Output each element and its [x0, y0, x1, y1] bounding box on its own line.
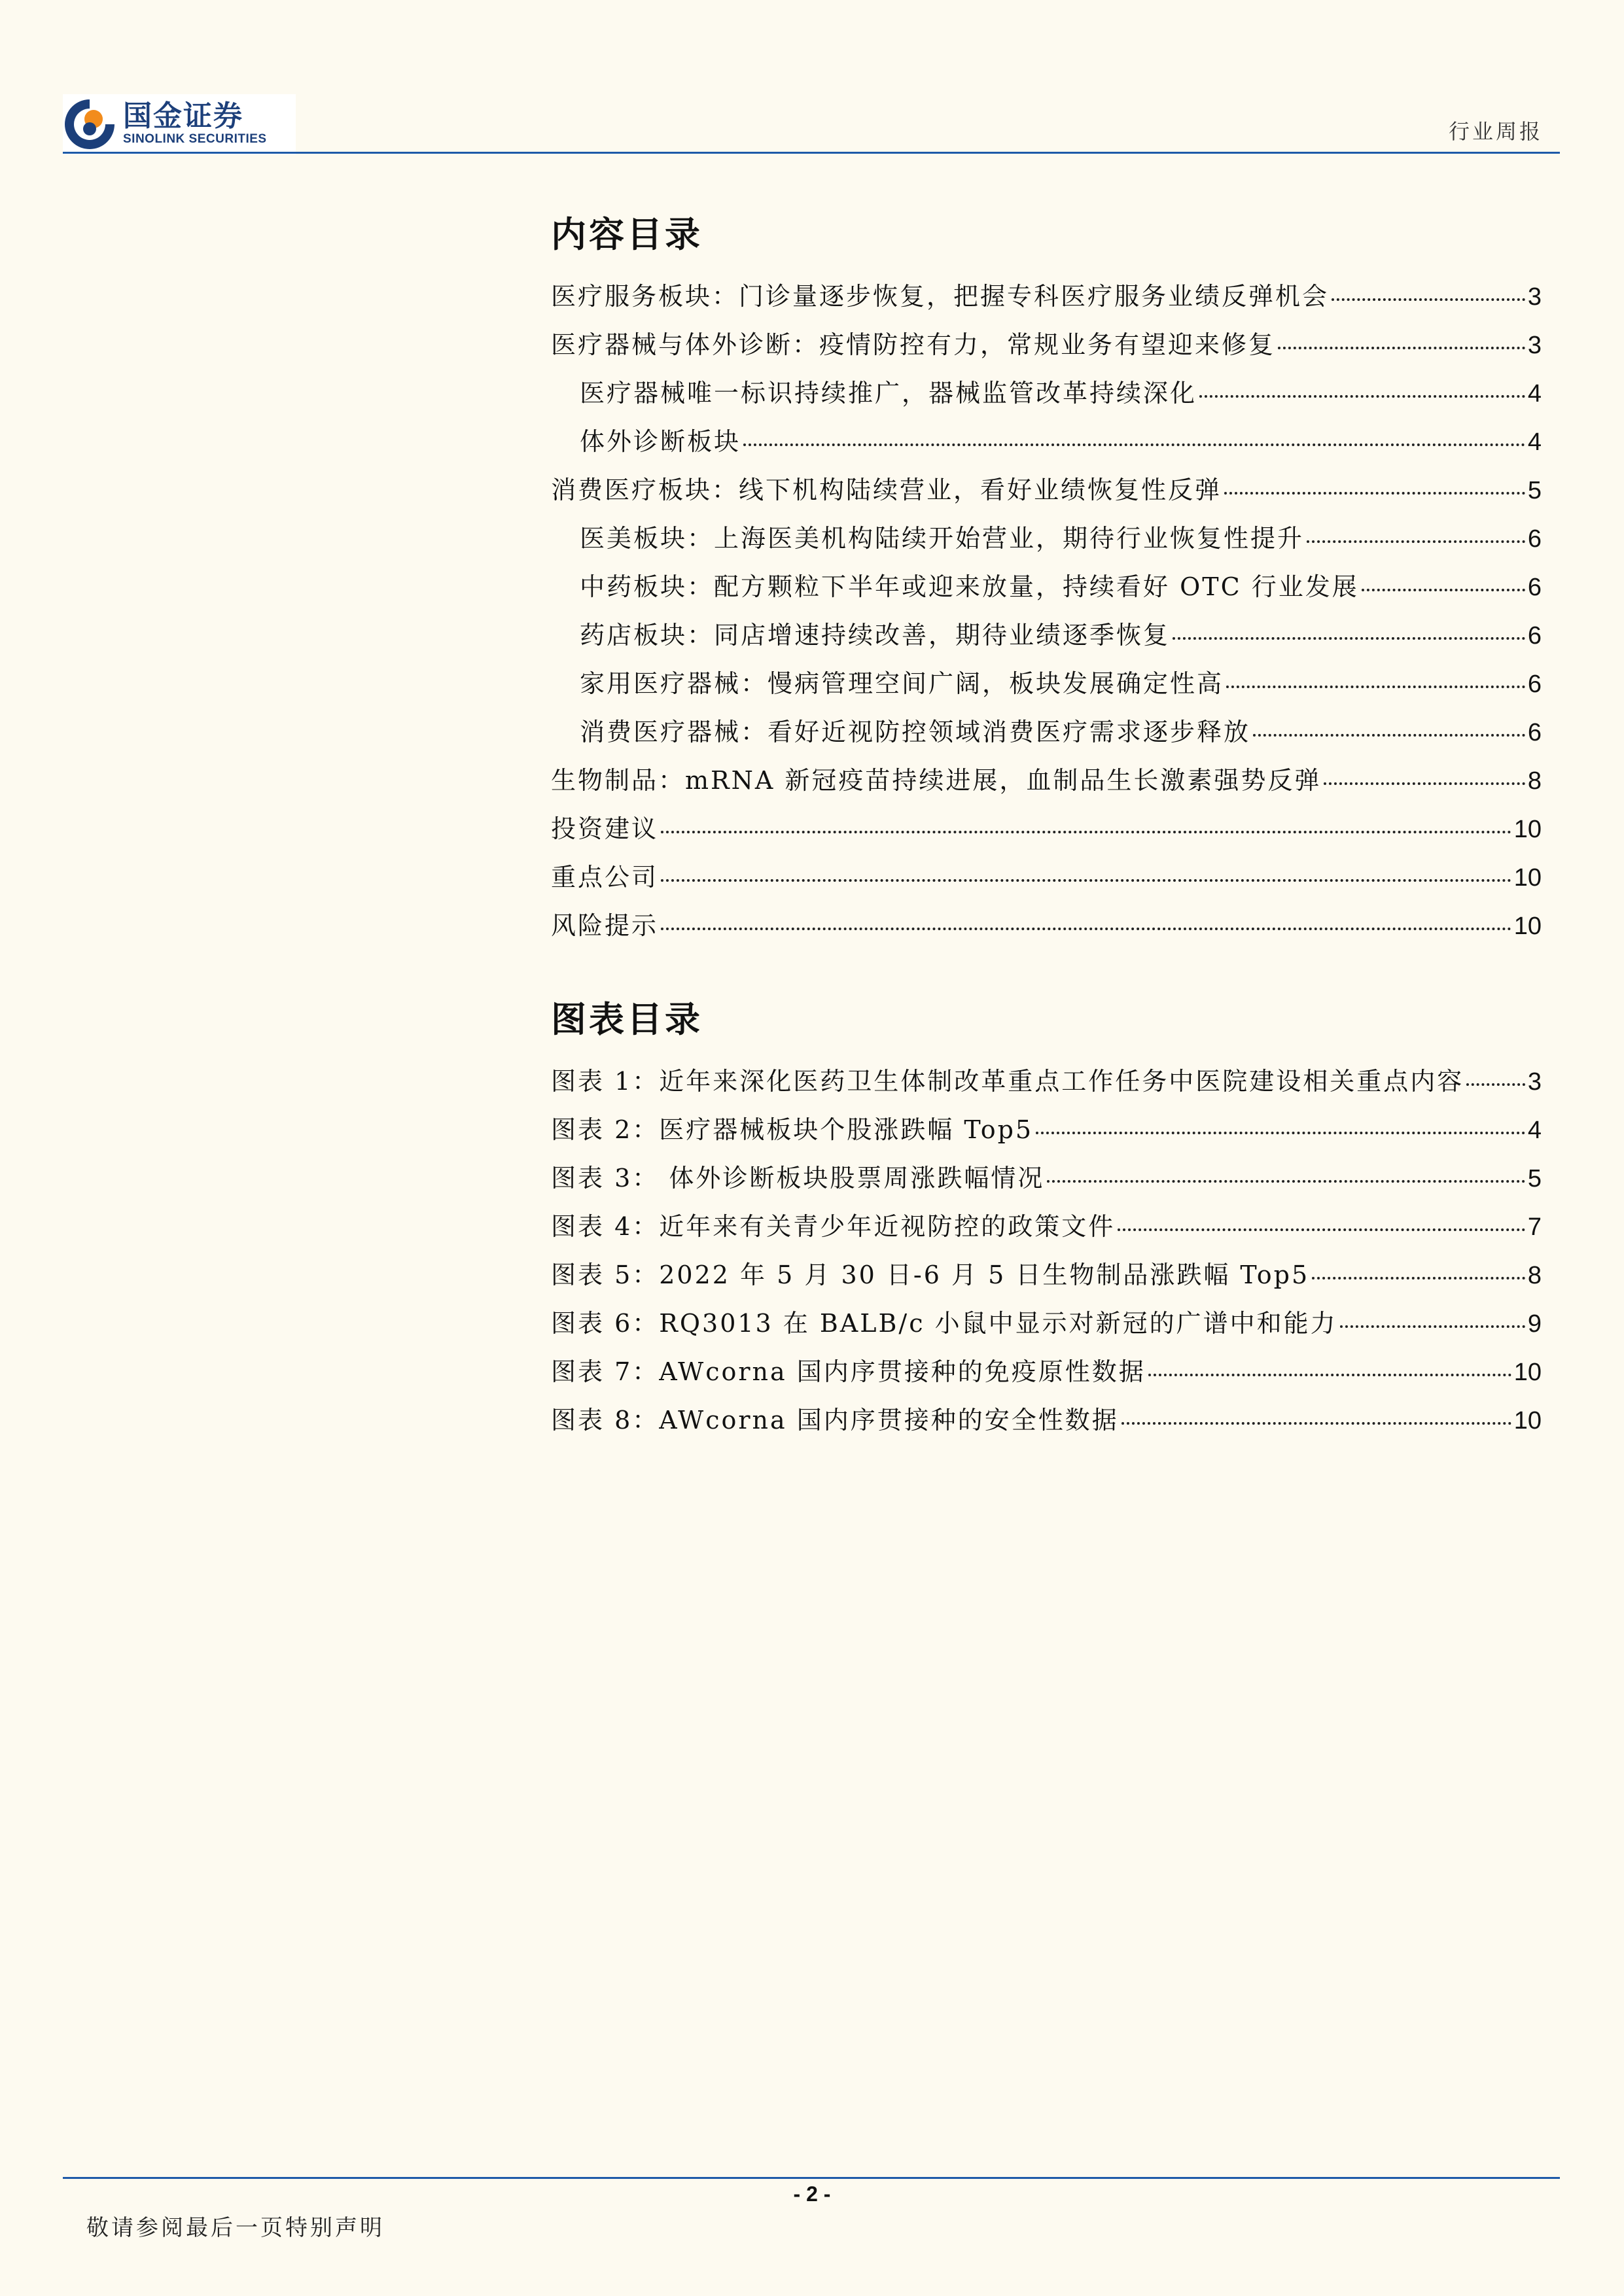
figure-entry[interactable] — [551, 1348, 1542, 1396]
figure-entry-page-number: 10 — [1513, 1407, 1542, 1435]
dot-leader — [1324, 782, 1525, 785]
figure-entry-label: 图表 4：近年来有关青少年近视防控的政策文件 — [551, 1212, 1116, 1241]
sinolink-logo — [63, 94, 296, 154]
toc-entry-page-number: 4 — [1527, 428, 1542, 456]
toc-entry-page-number: 6 — [1527, 622, 1542, 650]
dot-leader — [661, 879, 1511, 882]
toc-entry-label: 医疗器械唯一标识持续推广，器械监管改革持续深化 — [580, 379, 1197, 408]
toc-entry-page-number: 10 — [1513, 816, 1542, 843]
dot-leader — [1173, 637, 1525, 640]
dot-leader — [1466, 1083, 1525, 1086]
disclaimer-text: 敬请参阅最后一页特别声明 — [86, 2215, 385, 2241]
toc-entry-page-number: 6 — [1527, 719, 1542, 746]
dot-leader — [661, 831, 1511, 833]
toc-entry[interactable] — [551, 853, 1542, 901]
figure-entry-label: 图表 7：AWcorna 国内序贯接种的免疫原性数据 — [551, 1357, 1146, 1386]
toc-entry-page-number: 10 — [1513, 913, 1542, 940]
figure-entry[interactable] — [551, 1057, 1542, 1105]
toc-entry[interactable] — [551, 466, 1542, 514]
toc-entry-label: 药店板块：同店增速持续改善，期待业绩逐季恢复 — [580, 621, 1171, 650]
figure-entry-page-number: 10 — [1513, 1359, 1542, 1386]
toc-entry-page-number: 6 — [1527, 574, 1542, 601]
toc-entry-label: 医美板块：上海医美机构陆续开始营业，期待行业恢复性提升 — [580, 524, 1305, 553]
dot-leader — [1036, 1132, 1525, 1134]
toc-entry-label: 医疗服务板块：门诊量逐步恢复，把握专科医疗服务业绩反弹机会 — [551, 282, 1330, 311]
dot-leader — [661, 928, 1511, 930]
figure-entry-label: 图表 1：近年来深化医药卫生体制改革重点工作任务中医院建设相关重点内容 — [551, 1067, 1464, 1096]
toc-entry[interactable] — [551, 659, 1542, 708]
figure-entry-page-number: 9 — [1527, 1310, 1542, 1338]
dot-leader — [1121, 1422, 1511, 1425]
logo-chinese-name: 国金证券 — [123, 99, 243, 133]
figure-entry-label: 图表 6：RQ3013 在 BALB/c 小鼠中显示对新冠的广谱中和能力 — [551, 1309, 1337, 1338]
figure-entry-label: 图表 5：2022 年 5 月 30 日-6 月 5 日生物制品涨跌幅 Top5 — [551, 1261, 1310, 1289]
dot-leader — [1226, 686, 1525, 688]
dot-leader — [1362, 589, 1525, 591]
toc-entry[interactable] — [551, 321, 1542, 369]
figure-entry[interactable] — [551, 1396, 1542, 1444]
dot-leader — [1148, 1374, 1511, 1376]
contents-list — [551, 272, 1542, 950]
figure-entry-page-number: 5 — [1527, 1165, 1542, 1192]
toc-entry[interactable] — [551, 708, 1542, 756]
dot-leader — [743, 444, 1525, 446]
figure-entry-page-number: 8 — [1527, 1262, 1542, 1289]
toc-entry[interactable] — [551, 563, 1542, 611]
figure-entry-label: 图表 8：AWcorna 国内序贯接种的安全性数据 — [551, 1406, 1119, 1435]
toc-entry[interactable] — [551, 611, 1542, 659]
dot-leader — [1224, 492, 1525, 495]
dot-leader — [1307, 540, 1525, 543]
toc-entry[interactable] — [551, 514, 1542, 563]
toc-entry[interactable] — [551, 369, 1542, 417]
dot-leader — [1253, 734, 1525, 737]
toc-entry-page-number: 4 — [1527, 380, 1542, 408]
toc-entry[interactable] — [551, 417, 1542, 466]
toc-entry-page-number: 8 — [1527, 767, 1542, 795]
toc-entry-label: 生物制品：mRNA 新冠疫苗持续进展，血制品生长激素强势反弹 — [551, 766, 1322, 795]
toc-entry-label: 投资建议 — [551, 814, 659, 843]
figure-entry[interactable] — [551, 1105, 1542, 1154]
header-divider — [63, 152, 1560, 154]
figure-entry[interactable] — [551, 1299, 1542, 1348]
toc-entry-page-number: 5 — [1527, 477, 1542, 504]
toc-entry-label: 消费医疗器械：看好近视防控领域消费医疗需求逐步释放 — [580, 718, 1251, 746]
figures-list — [551, 1057, 1542, 1444]
figure-entry[interactable] — [551, 1251, 1542, 1299]
dot-leader — [1118, 1228, 1525, 1231]
toc-entry[interactable] — [551, 805, 1542, 853]
figure-entry-page-number: 3 — [1527, 1068, 1542, 1096]
figure-entry-label: 图表 3： 体外诊断板块股票周涨跌幅情况 — [551, 1164, 1045, 1192]
toc-entry-page-number: 10 — [1513, 864, 1542, 892]
dot-leader — [1199, 395, 1525, 398]
dot-leader — [1340, 1325, 1525, 1328]
figure-entry[interactable] — [551, 1154, 1542, 1202]
toc-entry-label: 体外诊断板块 — [580, 427, 741, 456]
page-header — [63, 89, 1560, 156]
footer-divider — [63, 2177, 1560, 2179]
figure-entry-page-number: 7 — [1527, 1213, 1542, 1241]
toc-entry[interactable] — [551, 756, 1542, 805]
logo-english-name: SINOLINK SECURITIES — [123, 132, 267, 146]
toc-entry[interactable] — [551, 272, 1542, 321]
page-number: - 2 - — [793, 2182, 831, 2206]
toc-entry-label: 中药板块：配方颗粒下半年或迎来放量，持续看好 OTC 行业发展 — [580, 572, 1359, 601]
toc-entry-page-number: 3 — [1527, 332, 1542, 359]
figure-entry[interactable] — [551, 1202, 1542, 1251]
report-type-label: 行业周报 — [1448, 119, 1543, 144]
sinolink-logo-icon — [63, 97, 116, 151]
dot-leader — [1047, 1180, 1525, 1183]
toc-entry-label: 风险提示 — [551, 911, 659, 940]
contents-title: 内容目录 — [551, 213, 703, 255]
toc-entry-page-number: 3 — [1527, 283, 1542, 311]
toc-entry-label: 家用医疗器械：慢病管理空间广阔，板块发展确定性高 — [580, 669, 1224, 698]
figure-entry-page-number: 4 — [1527, 1117, 1542, 1144]
dot-leader — [1332, 298, 1525, 301]
toc-entry-page-number: 6 — [1527, 670, 1542, 698]
toc-entry-label: 消费医疗板块：线下机构陆续营业，看好业绩恢复性反弹 — [551, 476, 1222, 504]
toc-entry-label: 重点公司 — [551, 863, 659, 892]
figure-entry-label: 图表 2：医疗器械板块个股涨跌幅 Top5 — [551, 1115, 1034, 1144]
toc-entry-page-number: 6 — [1527, 525, 1542, 553]
toc-entry-label: 医疗器械与体外诊断：疫情防控有力，常规业务有望迎来修复 — [551, 330, 1276, 359]
figures-title: 图表目录 — [551, 998, 703, 1040]
toc-entry[interactable] — [551, 901, 1542, 950]
dot-leader — [1312, 1277, 1525, 1279]
dot-leader — [1278, 347, 1525, 349]
